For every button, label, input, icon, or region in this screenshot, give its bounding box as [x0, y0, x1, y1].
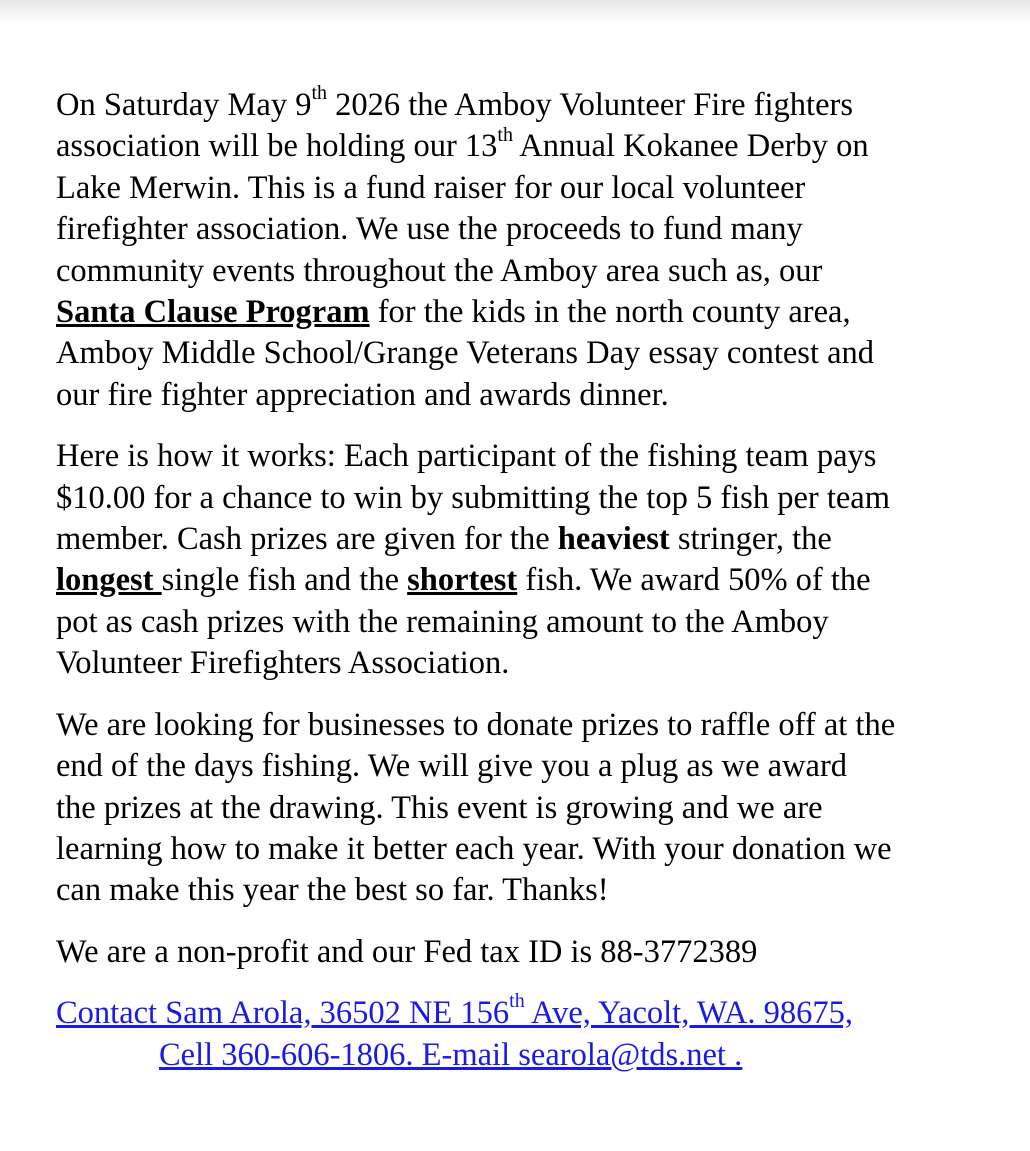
paragraph-how-it-works	[56, 436, 1016, 684]
text-line: We are looking for businesses to donate prizes to raffle off at the	[56, 706, 896, 743]
text-line: end of the days fishing. We will give you a plug as we award	[56, 748, 848, 785]
paragraph-tax-id	[56, 932, 1016, 973]
shortest-emphasis: shortest	[407, 562, 518, 599]
text-line: community events throughout the Amboy area such as, our	[56, 252, 823, 289]
text-line: Here is how it works: Each participant of the fishing team pays	[56, 438, 877, 475]
longest-emphasis: longest	[56, 562, 162, 599]
text-line: Amboy Middle School/Grange Veterans Day essay contest and	[56, 335, 875, 372]
text-line: We are a non-profit and our Fed tax ID is 88-3772389	[56, 933, 758, 970]
contact-line[interactable]: Cell 360-606-1806. E-mail searola@tds.net .	[159, 1036, 743, 1073]
text-line: firefighter association. We use the proceeds to fund many	[56, 211, 803, 248]
santa-program-emphasis: Santa Clause Program	[56, 294, 370, 331]
text-line: On Saturday May 9th 2026 the Amboy Volunteer Fire fighters	[56, 82, 853, 123]
text-line: Volunteer Firefighters Association.	[56, 645, 510, 682]
paragraph-intro	[56, 82, 1016, 416]
contact-line[interactable]: Contact Sam Arola, 36502 NE 156th Ave, Yacolt, WA. 98675,	[56, 990, 854, 1032]
text-line: association will be holding our 13th Annual Kokanee Derby on	[56, 123, 869, 165]
top-edge-shadow	[0, 0, 1030, 22]
text-line: learning how to make it better each year. With your donation we	[56, 830, 892, 867]
text-line: the prizes at the drawing. This event is growing and we are	[56, 789, 823, 826]
text-line: our fire fighter appreciation and awards dinner.	[56, 376, 669, 413]
text-line: Santa Clause Program for the kids in the north county area,	[56, 294, 851, 331]
heaviest-emphasis: heaviest	[557, 521, 670, 558]
text-line: member. Cash prizes are given for the heaviest stringer, the	[56, 521, 832, 558]
text-line: longest single fish and the shortest fish. We award 50% of the	[56, 562, 871, 599]
letter-body	[56, 82, 1016, 1096]
text-line: Lake Merwin. This is a fund raiser for our local volunteer	[56, 169, 806, 206]
text-line: can make this year the best so far. Thanks!	[56, 872, 609, 909]
text-line: $10.00 for a chance to win by submitting the top 5 fish per team	[56, 479, 890, 516]
contact-link[interactable]	[56, 990, 1016, 1076]
paragraph-donations	[56, 705, 1016, 912]
text-line: pot as cash prizes with the remaining amount to the Amboy	[56, 603, 829, 640]
